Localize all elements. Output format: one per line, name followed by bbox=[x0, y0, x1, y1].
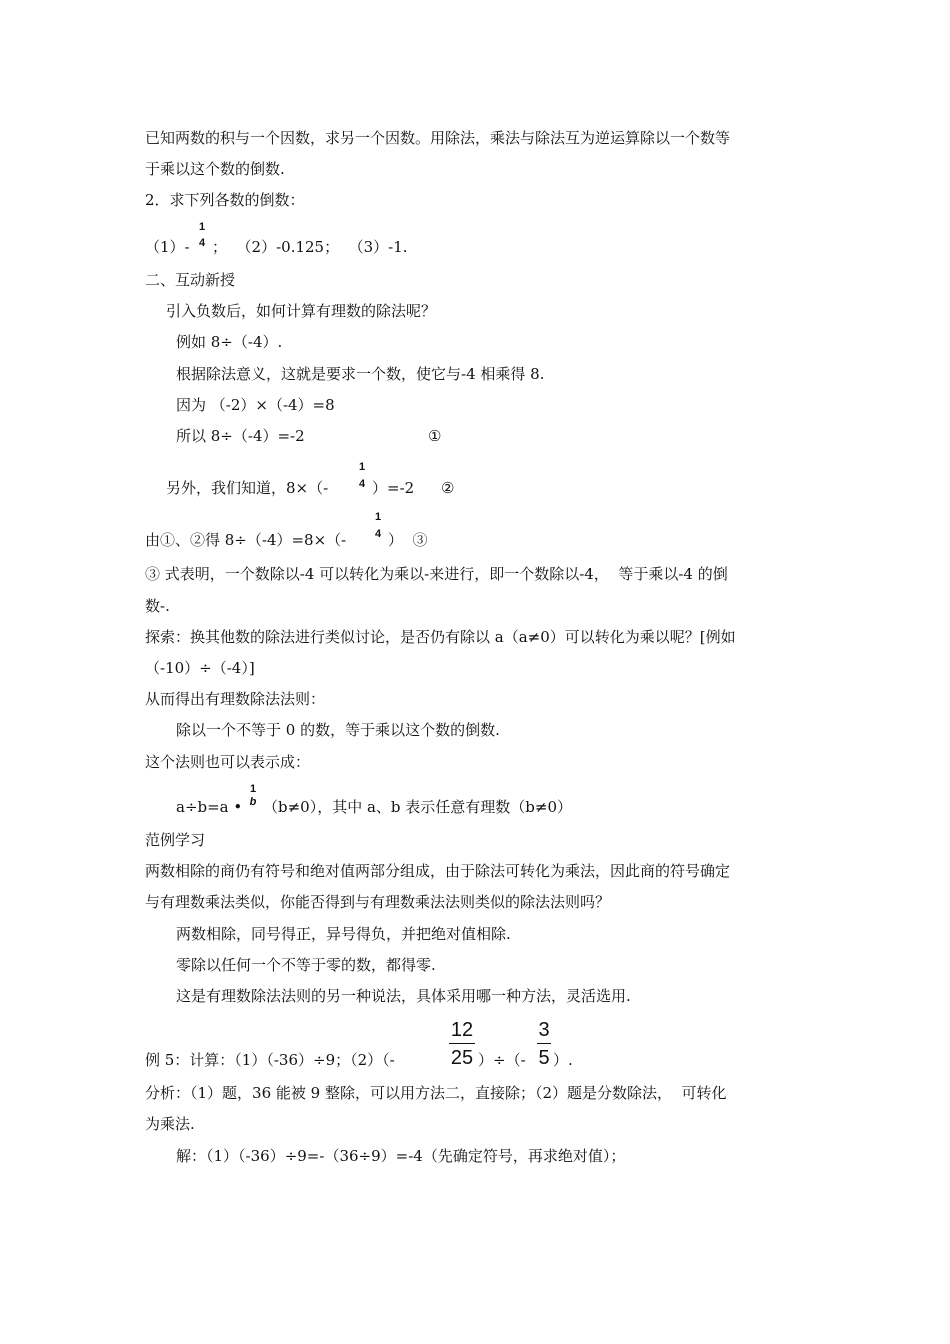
text-line: 与有理数乘法类似，你能否得到与有理数乘法法则类似的除法法则吗？ bbox=[145, 893, 611, 911]
fraction bbox=[537, 1019, 551, 1069]
fraction bbox=[196, 222, 208, 249]
text-line: ③ 式表明，一个数除以-4 可以转化为乘以-来进行，即一个数除以-4， 等于乘以-4 的倒 bbox=[145, 565, 728, 583]
text-line: 根据除法意义，这就是要求一个数，使它与-4 相乘得 8. bbox=[176, 365, 545, 383]
text-line: （1）- bbox=[145, 238, 190, 256]
example-line: ）. bbox=[553, 1051, 573, 1069]
text-line: ） ③ bbox=[388, 531, 428, 549]
fraction-numerator: 3 bbox=[538, 1019, 550, 1041]
fraction-numerator: 1 bbox=[358, 461, 366, 473]
text-line: 这个法则也可以表示成： bbox=[145, 753, 311, 771]
fraction bbox=[356, 462, 368, 490]
text-line: 例如 8÷（-4）. bbox=[176, 333, 283, 351]
fraction-numerator: 1 bbox=[374, 511, 382, 523]
rule-statement: 零除以任何一个不等于零的数，都得零. bbox=[176, 956, 436, 974]
fraction-denominator: b bbox=[249, 796, 257, 808]
formula-line: （b≠0），其中 a、b 表示任意有理数（b≠0） bbox=[263, 798, 573, 816]
text-line: 因为 （-2）×（-4）=8 bbox=[176, 396, 335, 414]
fraction-numerator: 12 bbox=[450, 1019, 474, 1041]
fraction-bar bbox=[449, 1043, 475, 1044]
equation-marker: ① bbox=[428, 427, 442, 445]
formula-line: a÷b=a • bbox=[176, 798, 243, 816]
text-line: 所以 8÷（-4）=-2 bbox=[176, 427, 305, 445]
fraction bbox=[247, 784, 259, 808]
text-line: ； （2）-0.125； （3）-1. bbox=[212, 238, 408, 256]
text-line: 2．求下列各数的倒数： bbox=[145, 191, 305, 209]
equation-marker: ② bbox=[441, 479, 455, 497]
text-line: 为乘法. bbox=[145, 1115, 195, 1133]
fraction-denominator: 4 bbox=[374, 528, 382, 540]
text-line: （-10）÷（-4）] bbox=[145, 659, 255, 677]
rule-statement: 两数相除，同号得正，异号得负，并把绝对值相除. bbox=[176, 925, 511, 943]
text-line: 这是有理数除法法则的另一种说法，具体采用哪一种方法，灵活选用. bbox=[176, 987, 631, 1005]
fraction bbox=[449, 1019, 475, 1069]
text-line: 于乘以这个数的倒数. bbox=[145, 160, 285, 178]
text-line: 两数相除的商仍有符号和绝对值两部分组成，由于除法可转化为乘法，因此商的符号确定 bbox=[145, 862, 731, 880]
text-line: 另外，我们知道，8×（- bbox=[166, 479, 329, 497]
fraction-denominator: 4 bbox=[198, 237, 206, 249]
text-line: ）=-2 bbox=[372, 479, 415, 497]
text-line: 从而得出有理数除法法则： bbox=[145, 690, 326, 708]
text-line: 由①、②得 8÷（-4）=8×（- bbox=[145, 531, 347, 549]
fraction-denominator: 5 bbox=[538, 1047, 550, 1069]
fraction-bar bbox=[537, 1043, 551, 1044]
example-line: ）÷（- bbox=[478, 1051, 526, 1069]
text-line: 数-. bbox=[145, 597, 170, 615]
section-heading: 范例学习 bbox=[145, 831, 206, 849]
text-line: 分析：（1）题，36 能被 9 整除，可以用方法二，直接除；（2）题是分数除法， 可转化 bbox=[145, 1084, 727, 1102]
example-line: 例 5：计算：（1）（-36）÷9；（2）（- bbox=[145, 1051, 395, 1069]
text-line: 引入负数后，如何计算有理数的除法呢？ bbox=[166, 302, 437, 320]
section-heading: 二、互动新授 bbox=[145, 271, 236, 289]
fraction-denominator: 25 bbox=[450, 1047, 474, 1069]
solution-line: 解：（1）（-36）÷9=-（36÷9）=-4（先确定符号，再求绝对值）； bbox=[176, 1147, 626, 1165]
fraction-numerator: 1 bbox=[249, 783, 257, 795]
text-line: 探索：换其他数的除法进行类似讨论，是否仍有除以 a（a≠0）可以转化为乘以呢？[例如 bbox=[145, 628, 736, 646]
text-line: 已知两数的积与一个因数，求另一个因数。用除法，乘法与除法互为逆运算除以一个数等 bbox=[145, 129, 731, 147]
fraction bbox=[372, 512, 384, 540]
rule-statement: 除以一个不等于 0 的数，等于乘以这个数的倒数. bbox=[176, 721, 500, 739]
fraction-denominator: 4 bbox=[358, 478, 366, 490]
fraction-numerator: 1 bbox=[198, 221, 206, 233]
